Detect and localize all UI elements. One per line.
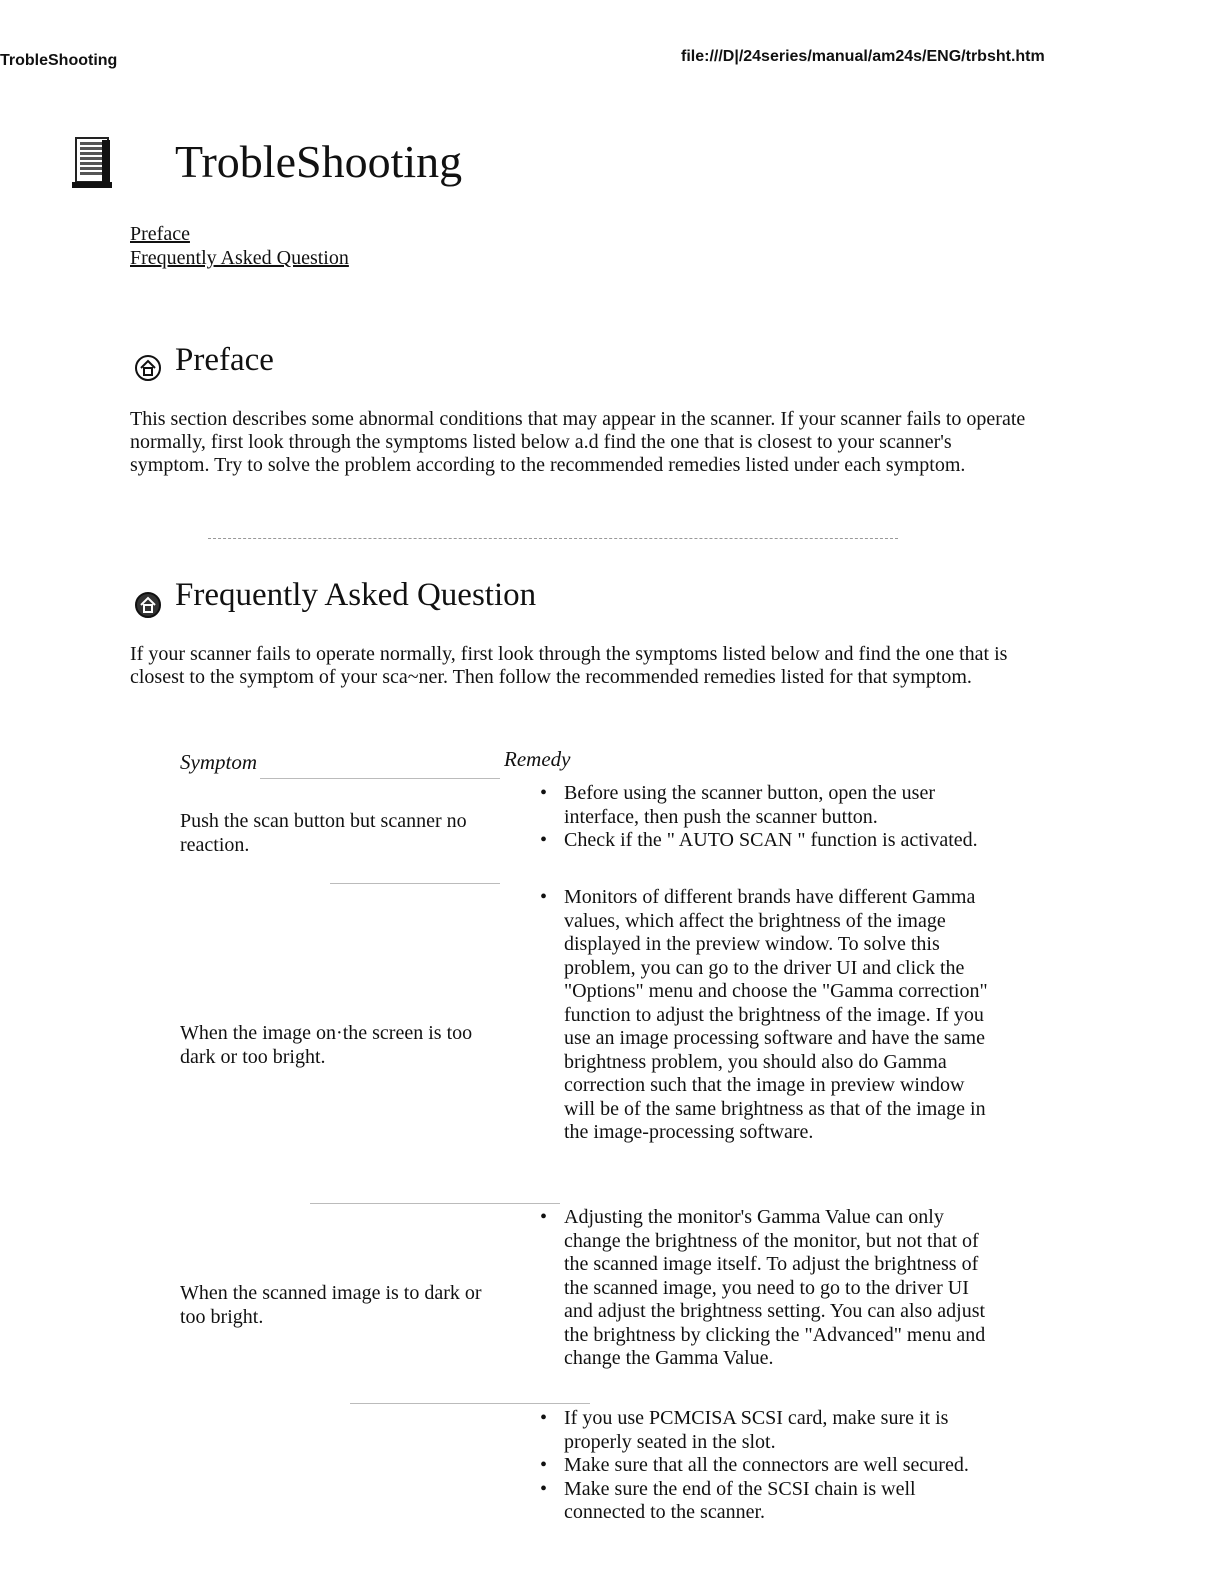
table-rule — [330, 883, 500, 884]
list-item: • Make sure that all the connectors are well secured. — [540, 1454, 1000, 1478]
list-item: • Adjusting the monitor's Gamma Value can only change the brightness of the monitor, but not that of the scanned image itself. To adjust the brightness of the scanned image, you need to go to the driver UI and adjust the brightness setting. You can also adjust the brightness by clicking the "Advanced" menu and change the Gamma Value. — [540, 1206, 1000, 1371]
table-row-symptom: When the image on·the screen is too dark or too bright. — [180, 1022, 473, 1068]
print-header-title: TrobleShooting — [0, 52, 118, 69]
print-header-file-path: file:///D|/24series/manual/am24s/ENG/trbsht.htm — [681, 48, 1045, 65]
page-title: TrobleShooting — [175, 136, 463, 187]
list-item: • Before using the scanner button, open the user interface, then push the scanner button. — [540, 782, 1000, 829]
list-item: • Check if the " AUTO SCAN " function is activated. — [540, 829, 1000, 853]
document-icon — [72, 136, 116, 192]
preface-text: This section describes some abnormal conditions that may appear in the scanner. If your scanner fails to operate normally, first look through the symptoms listed below a.d find the one that is closest to your scanner's symptom. Try to solve the problem according to the recommended remedies listed under each symptom. — [130, 408, 1026, 476]
table-row-remedy-list — [540, 886, 1000, 1145]
home-icon[interactable] — [135, 592, 161, 618]
preface-heading: Preface — [175, 342, 274, 378]
home-icon[interactable] — [135, 355, 161, 381]
table-row-remedy-list — [540, 782, 1000, 853]
section-divider — [208, 538, 898, 539]
faq-heading: Frequently Asked Question — [175, 577, 537, 613]
toc-link-faq[interactable]: Frequently Asked Question — [130, 247, 349, 269]
table-row-symptom: Push the scan button but scanner no reaction. — [180, 810, 467, 856]
list-item: • Monitors of different brands have different Gamma values, which affect the brightness of the image displayed in the preview window. To solve this problem, you can go to the driver UI and click the "Options" menu and choose the "Gamma correction" function to adjust the brightness of the image. If you use an image processing software and have the same brightness problem, you should also do Gamma correction such that the image in preview window will be of the same brightness as that of the image in the image-processing software. — [540, 886, 1000, 1145]
table-rule — [350, 1403, 590, 1404]
toc-link-preface[interactable]: Preface — [130, 223, 190, 245]
table-row-remedy-list — [540, 1206, 1000, 1371]
symptom-column-header: Symptom — [180, 750, 257, 774]
faq-intro: If your scanner fails to operate normally, first look through the symptoms listed below and find the one that is closest to the symptom of your sca~ner. Then follow the recommended remedies listed for that symptom. — [130, 643, 1008, 688]
table-row-symptom: When the scanned image is to dark or too bright. — [180, 1282, 482, 1328]
table-of-contents — [130, 222, 349, 270]
list-item: • If you use PCMCISA SCSI card, make sure it is properly seated in the slot. — [540, 1407, 1000, 1454]
table-row-remedy-list — [540, 1407, 1000, 1525]
list-item: • Make sure the end of the SCSI chain is well connected to the scanner. — [540, 1478, 1000, 1525]
table-rule — [310, 1203, 560, 1204]
table-rule — [260, 778, 500, 779]
remedy-column-header: Remedy — [504, 747, 571, 771]
